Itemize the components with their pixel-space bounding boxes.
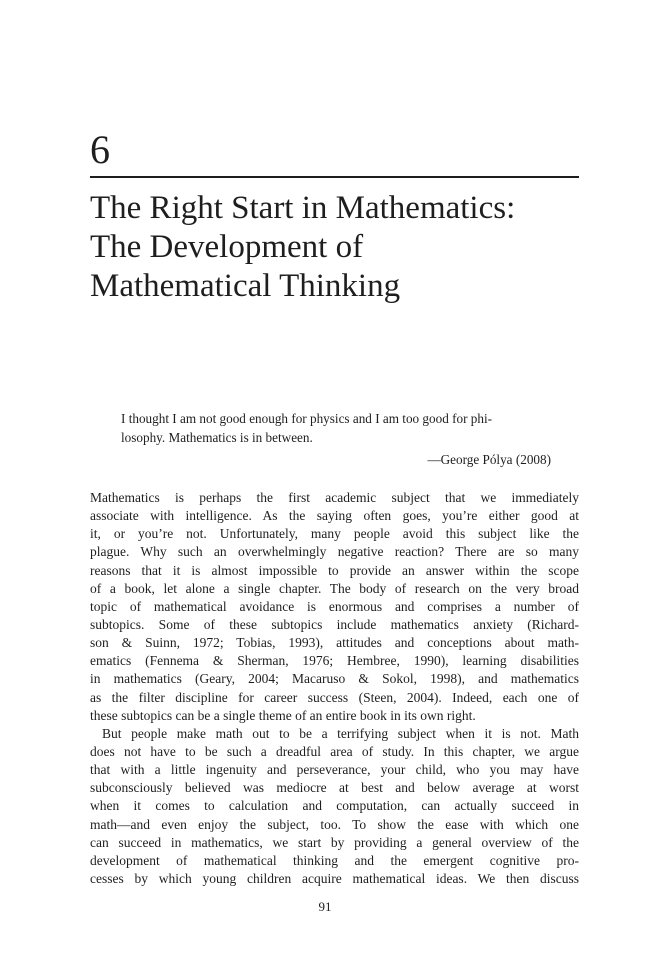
epigraph-attribution: —George Pólya (2008) [427,452,551,467]
text-line: it, or you’re not. Unfortunately, many people avoid this subject like the [90,526,579,542]
page-number: 91 [318,899,332,914]
epigraph-line: I thought I am not good enough for physics and I am too good for phi- [121,411,493,426]
text-line: development of mathematical thinking and the emergent cognitive pro- [90,852,579,868]
text-line: in mathematics (Geary, 2004; Macaruso & Sokol, 1998), and mathematics [90,671,579,687]
text-line: son & Suinn, 1972; Tobias, 1993), attitudes and conceptions about math- [90,635,579,651]
chapter-title-line: The Development of [90,229,364,265]
text-line: these subtopics can be a single theme of an entire book in its own right. [90,707,476,723]
chapter-title-line: The Right Start in Mathematics: [90,190,516,226]
chapter-number: 6 [90,127,110,172]
paragraph [90,725,579,888]
text-line: cesses by which young children acquire mathematical ideas. We then discuss [90,870,579,886]
chapter-title [90,189,579,306]
text-line: ematics (Fennema & Sherman, 1976; Hembree, 1990), learning disabilities [90,653,579,669]
text-line: plague. Why such an overwhelmingly negative reaction? There are so many [90,544,579,560]
epigraph [121,410,551,470]
text-line: topic of mathematical avoidance is enormous and comprises a number of [90,598,579,614]
text-line: But people make math out to be a terrifying subject when it is not. Math [102,725,579,741]
paragraph [90,489,579,725]
text-line: that with a little ingenuity and perseverance, your child, who you may have [90,762,579,778]
text-line: math—and even enjoy the subject, too. To show the ease with which one [90,816,579,832]
text-line: when it comes to calculation and computation, can actually succeed in [90,798,579,814]
body-text [90,489,579,888]
text-line: of a book, let alone a single chapter. The body of research on the very broad [90,580,579,596]
text-line: subconsciously believed was mediocre at best and below average at worst [90,780,579,796]
text-line: can succeed in mathematics, we start by providing a general overview of the [90,834,579,850]
text-line: does not have to be such a dreadful area of study. In this chapter, we argue [90,743,579,759]
text-line: Mathematics is perhaps the first academic subject that we immediately [90,490,579,505]
text-line: subtopics. Some of these subtopics include mathematics anxiety (Richard- [90,616,579,632]
text-line: associate with intelligence. As the saying often goes, you’re either good at [90,508,579,524]
text-line: reasons that it is almost impossible to provide an answer within the scope [90,562,579,578]
epigraph-line: losophy. Mathematics is in between. [121,429,313,445]
chapter-divider [90,176,579,178]
text-line: as the filter discipline for career success (Steen, 2004). Indeed, each one of [90,689,579,705]
chapter-title-line: Mathematical Thinking [90,268,401,304]
